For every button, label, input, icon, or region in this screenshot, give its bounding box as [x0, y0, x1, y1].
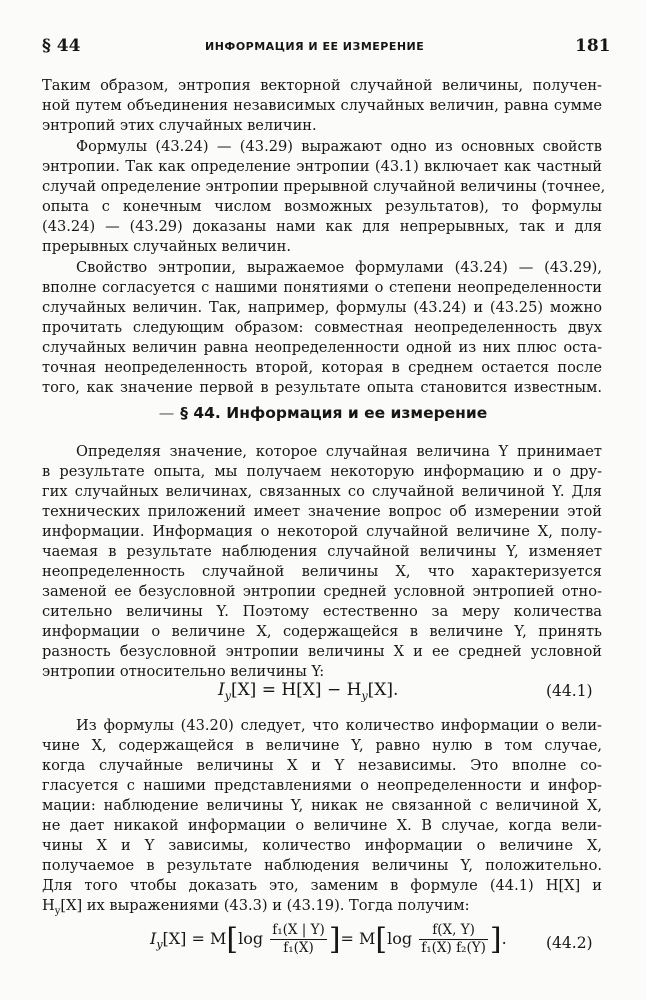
- page-number: 181: [575, 36, 611, 56]
- section-title: § 44. Информация и ее измерение: [180, 404, 488, 422]
- text-line: разность безусловной энтропии величины X и ее средней условной: [42, 643, 602, 660]
- section-heading: [0, 404, 646, 422]
- header-title: ИНФОРМАЦИЯ И ЕЕ ИЗМЕРЕНИЕ: [205, 40, 425, 53]
- formula-expression: [150, 922, 507, 957]
- text-line: прочитать следующим образом: совместная неопределенность двух: [42, 319, 602, 336]
- formula-subscript: y: [54, 905, 61, 917]
- text-line: гласуется с нашими представлениями о неопределенности и инфор-: [42, 777, 602, 794]
- running-header: [0, 36, 646, 66]
- text-line: заменой ее безусловной энтропии средней условной энтропией отно-: [42, 583, 602, 600]
- text-line: того, как значение первой в результате опыта становится известным.: [42, 379, 602, 396]
- text-line: Для того чтобы доказать это, заменим в формуле (44.1) H[X] и: [42, 877, 602, 894]
- text-line: случай определение энтропии прерывной случайной величины (точнее,: [42, 178, 606, 195]
- text-line: Формулы (43.24) — (43.29) выражают одно из основных свойств: [76, 138, 602, 155]
- text-line: гих случайных величинах, связанных со случайной величиной Y. Для: [42, 483, 602, 500]
- text-line: прерывных случайных величин.: [42, 238, 291, 255]
- text-line: в результате опыта, мы получаем некоторую информацию и о дру-: [42, 463, 602, 480]
- left-bracket: [: [375, 922, 388, 957]
- text-line: неопределенность случайной величины X, что характеризуется: [42, 563, 602, 580]
- text-line: информации о величине X, содержащейся в величине Y, принять: [42, 623, 602, 640]
- text-line: получаемое в результате наблюдения величины Y, положительно.: [42, 857, 602, 874]
- equation-number: (44.1): [546, 682, 593, 700]
- text-line: когда случайные величины X и Y независимы. Это вполне со-: [42, 757, 602, 774]
- formula-text: [X] = H[X] − H: [230, 680, 362, 700]
- formula-symbol: I: [218, 680, 225, 700]
- text-line: энтропии. Так как определение энтропии (43.1) включает как частный: [42, 158, 602, 175]
- formula-subscript: y: [361, 689, 368, 703]
- fraction-numerator: f₁(X | Y): [272, 922, 325, 938]
- text-line: энтропий этих случайных величин.: [42, 117, 317, 134]
- text-line: чине X, содержащейся в величине Y, равно нулю в том случае,: [42, 737, 602, 754]
- equation-number: (44.2): [546, 934, 593, 952]
- formula-text: log: [387, 929, 413, 948]
- text-line-rest: [X] их выражениями (43.3) и (43.19). Тогда получим:: [60, 897, 470, 914]
- left-bracket: [: [226, 922, 239, 957]
- formula-44-2: [0, 922, 646, 972]
- text-line: сительно величины Y. Поэтому естественно за меру количества: [42, 603, 602, 620]
- text-line: случайных величин равна неопределенности одной из них плюс оста-: [42, 339, 602, 356]
- text-line: [42, 896, 602, 922]
- formula-subscript: y: [156, 938, 163, 952]
- text-line: не дает никакой информации о величине X. В случае, когда вели-: [42, 817, 602, 834]
- header-section: § 44: [42, 36, 81, 56]
- text-line: чаемая в результате наблюдения случайной величины Y, изменяет: [42, 543, 602, 560]
- fraction: [270, 922, 327, 957]
- text-line: Свойство энтропии, выражаемое формулами (43.24) — (43.29),: [76, 259, 602, 276]
- right-bracket: ]: [489, 922, 502, 957]
- text-line: точная неопределенность второй, которая в среднем остается после: [42, 359, 602, 376]
- text-line: чины X и Y зависимы, количество информации о величине X,: [42, 837, 602, 854]
- text-line: технических приложений имеет значение вопрос об измерении этой: [42, 503, 602, 520]
- formula-expression: [218, 680, 398, 702]
- text-line: информации. Информация о некоторой случайной величине X, полу-: [42, 523, 602, 540]
- text-line: случайных величин. Так, например, формулы (43.24) и (43.25) можно: [42, 299, 602, 316]
- formula-text: .: [501, 929, 507, 948]
- formula-text: = M: [340, 929, 376, 948]
- formula-44-1: [0, 680, 646, 710]
- formula-text: log: [238, 929, 264, 948]
- fraction-denominator: f₁(X) f₂(Y): [421, 940, 486, 956]
- fraction: [419, 922, 488, 957]
- formula-subscript: y: [224, 689, 231, 703]
- text-line: Таким образом, энтропия векторной случайной величины, получен-: [42, 77, 602, 94]
- formula-symbol: H: [42, 897, 55, 914]
- formula-text: [X] = M: [162, 929, 227, 948]
- text-line: мации: наблюдение величины Y, никак не связанной с величиной X,: [42, 797, 602, 814]
- text-line: Определяя значение, которое случайная величина Y принимает: [76, 443, 602, 460]
- formula-text: [X].: [367, 680, 399, 700]
- heading-dash: —: [158, 404, 175, 422]
- fraction-numerator: f(X, Y): [419, 922, 488, 940]
- text-line: Из формулы (43.20) следует, что количество информации о вели-: [76, 717, 602, 734]
- text-line: энтропии относительно величины Y:: [42, 663, 325, 680]
- text-line: ной путем объединения независимых случайных величин, равна сумме: [42, 97, 602, 114]
- right-bracket: ]: [328, 922, 341, 957]
- formula-symbol: I: [150, 929, 157, 948]
- text-line: (43.24) — (43.29) доказаны нами как для непрерывных, так и для: [42, 218, 602, 235]
- text-line: вполне согласуется с нашими понятиями о степени неопределенности: [42, 279, 602, 296]
- text-line: опыта с конечным числом возможных результатов), то формулы: [42, 198, 602, 215]
- fraction-denominator: f₁(X): [283, 940, 314, 956]
